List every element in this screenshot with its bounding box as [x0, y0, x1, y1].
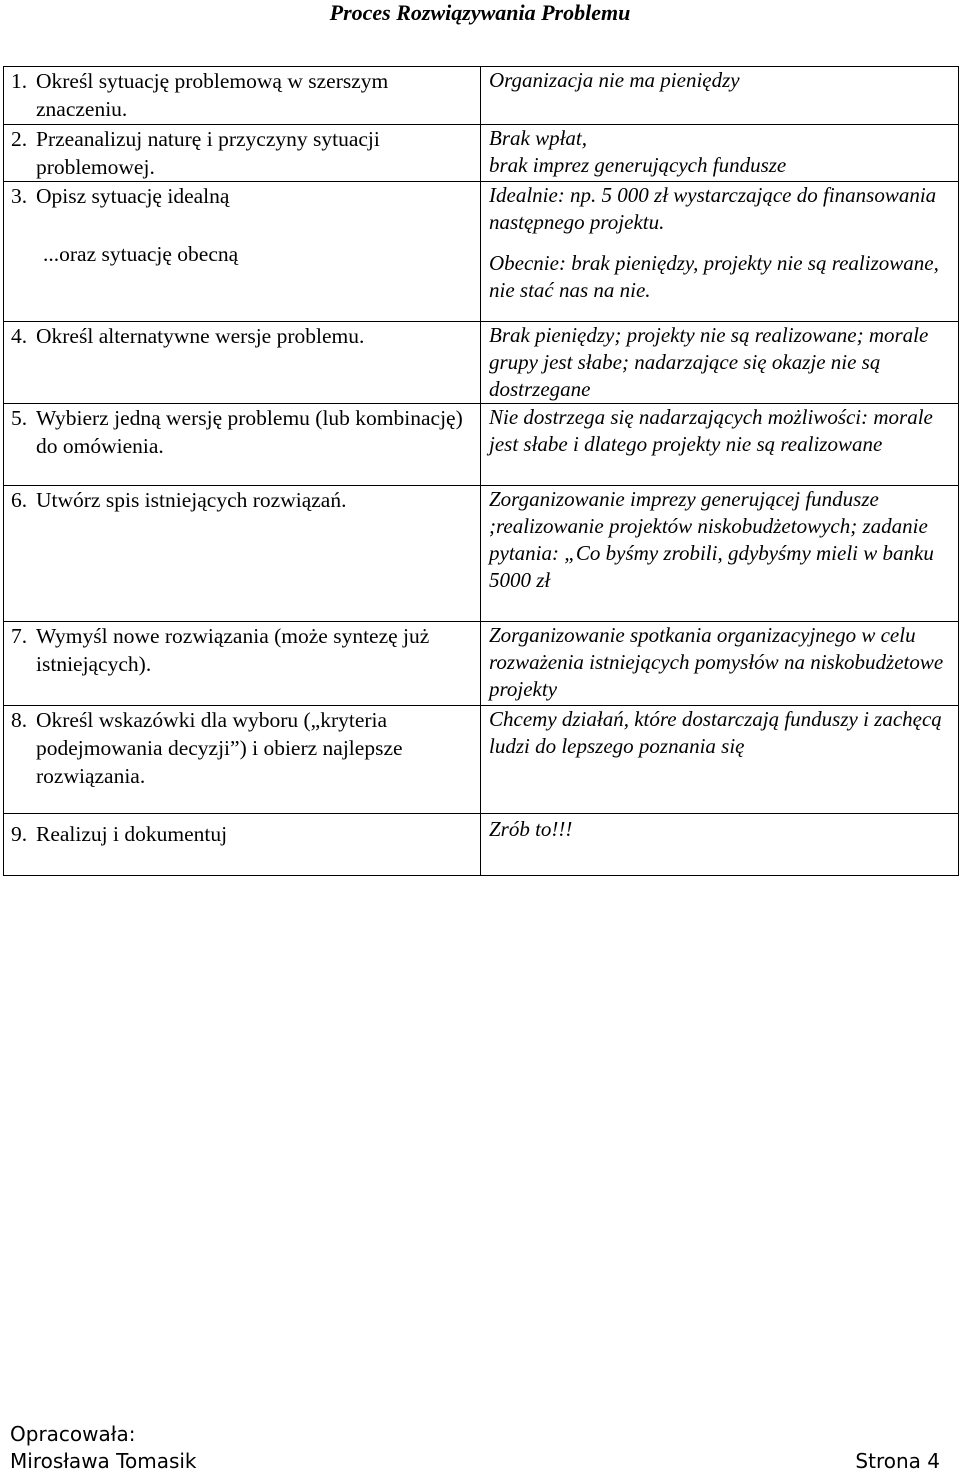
example-text: Idealnie: np. 5 000 zł wystarczające do finansowania następnego projektu. — [489, 183, 937, 234]
example-text: Obecnie: brak pieniędzy, projekty nie są realizowane, nie stać nas na nie. — [489, 251, 939, 302]
table-row — [4, 125, 959, 182]
example-cell — [481, 814, 959, 876]
step-cell — [4, 182, 481, 322]
step-text: Opisz sytuację idealną — [36, 184, 230, 208]
table-row — [4, 322, 959, 404]
example-cell — [481, 622, 959, 706]
example-text: Chcemy działań, które dostarczają funduszy i zachęcą ludzi do lepszego poznania się — [489, 707, 942, 758]
example-cell — [481, 706, 959, 814]
example-text: Nie dostrzega się nadarzających możliwości: morale jest słabe i dlatego projekty nie są realizowane — [489, 405, 933, 456]
example-text: brak imprez generujących fundusze — [489, 153, 787, 177]
example-text: Brak wpłat, — [489, 126, 587, 150]
step-cell — [4, 622, 481, 706]
table-row — [4, 814, 959, 876]
table-row — [4, 182, 959, 322]
step-number: 4. — [11, 324, 28, 348]
step-text: Określ sytuację problemową w szerszym znaczeniu. — [36, 69, 389, 121]
step-cell — [4, 706, 481, 814]
step-text: Określ wskazówki dla wyboru („kryteria podejmowania decyzji”) i obierz najlepsze rozwiązania. — [36, 708, 403, 788]
step-number: 5. — [11, 406, 28, 430]
footer-author: Mirosława Tomasik — [10, 1449, 197, 1473]
step-text: Przeanalizuj naturę i przyczyny sytuacji problemowej. — [36, 127, 380, 179]
example-cell — [481, 486, 959, 622]
step-cell — [4, 125, 481, 182]
footer-label: Opracowała: — [10, 1422, 136, 1446]
step-number: 8. — [11, 708, 28, 732]
table-row — [4, 486, 959, 622]
step-number: 7. — [11, 624, 28, 648]
example-text: Zorganizowanie imprezy generującej fundusze ;realizowanie projektów niskobudżetowych; zadanie pytania: „Co byśmy zrobili, gdybyśmy mieli w banku 5000 zł — [489, 487, 934, 592]
page-number: Strona 4 — [855, 1449, 940, 1473]
problem-solving-table — [3, 66, 959, 876]
step-number: 1. — [11, 69, 28, 93]
step-text: Określ alternatywne wersje problemu. — [36, 324, 365, 348]
step-text: Utwórz spis istniejących rozwiązań. — [36, 488, 347, 512]
step-text: Wybierz jedną wersję problemu (lub kombinację) do omówienia. — [36, 406, 463, 458]
step-text: ...oraz sytuację obecną — [43, 242, 239, 266]
example-cell — [481, 404, 959, 486]
step-cell — [4, 814, 481, 876]
step-number: 9. — [11, 822, 28, 846]
step-cell — [4, 404, 481, 486]
step-number: 3. — [11, 184, 28, 208]
page-title: Proces Rozwiązywania Problemu — [329, 0, 631, 25]
example-text: Brak pieniędzy; projekty nie są realizowane; morale grupy jest słabe; nadarzające się okazje nie są dostrzegane — [489, 323, 929, 401]
step-cell — [4, 67, 481, 125]
table-row — [4, 706, 959, 814]
example-cell — [481, 182, 959, 322]
example-cell — [481, 322, 959, 404]
step-cell — [4, 486, 481, 622]
step-text: Realizuj i dokumentuj — [36, 822, 228, 846]
step-text: Wymyśl nowe rozwiązania (może syntezę już istniejących). — [36, 624, 430, 676]
table-row — [4, 67, 959, 125]
example-text: Zrób to!!! — [489, 817, 573, 841]
step-number: 2. — [11, 127, 28, 151]
example-text: Zorganizowanie spotkania organizacyjnego w celu rozważenia istniejących pomysłów na niskobudżetowe projekty — [489, 623, 944, 701]
step-cell — [4, 322, 481, 404]
example-cell — [481, 125, 959, 182]
example-text: Organizacja nie ma pieniędzy — [489, 68, 740, 92]
step-number: 6. — [11, 488, 28, 512]
example-cell — [481, 67, 959, 125]
table-row — [4, 622, 959, 706]
table-row — [4, 404, 959, 486]
page-footer — [10, 1421, 940, 1475]
